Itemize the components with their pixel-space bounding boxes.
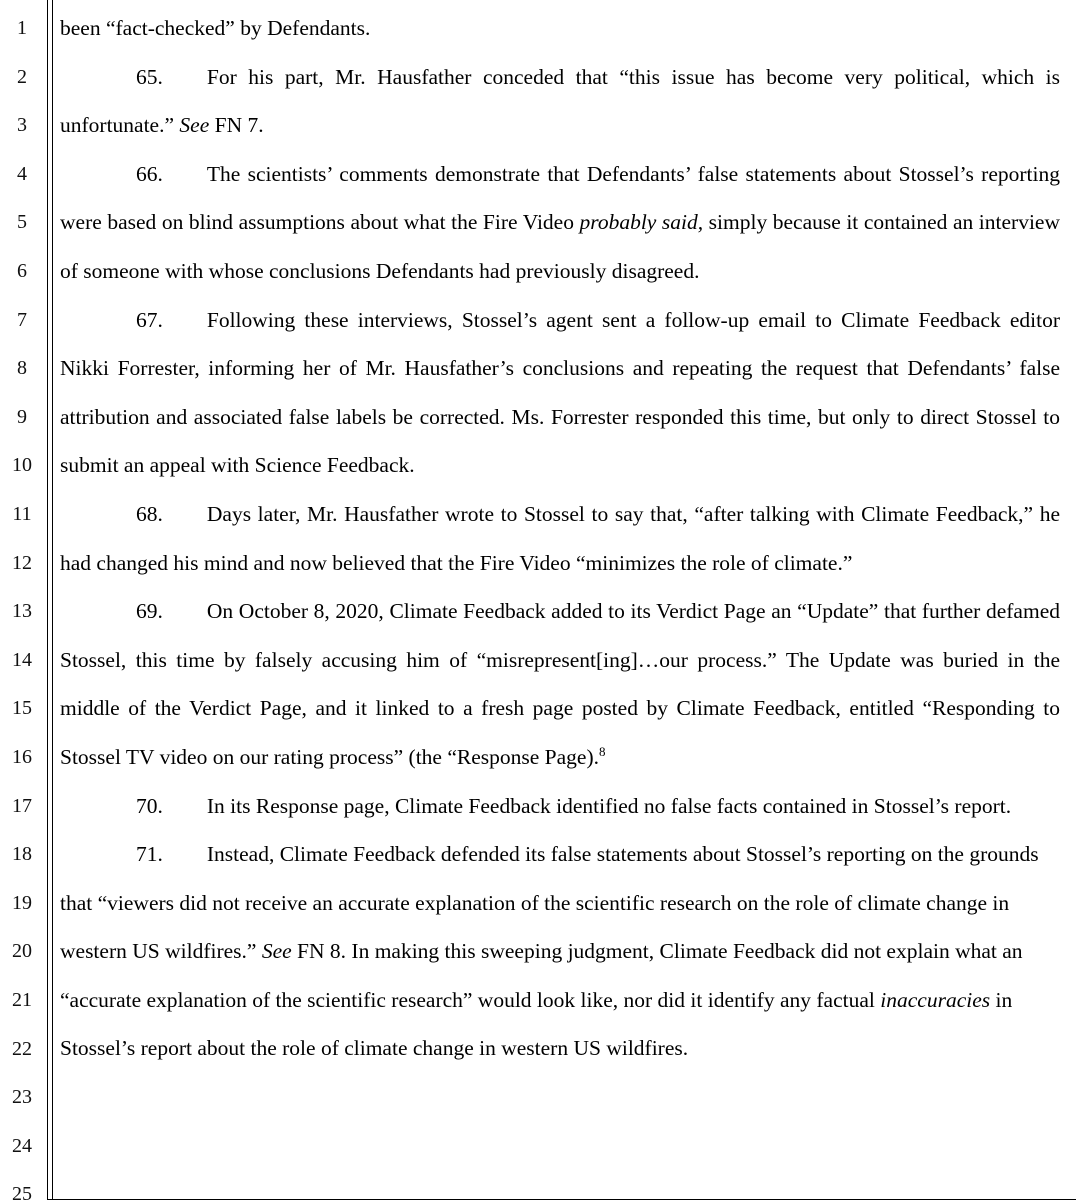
line-number-gutter: [0, 0, 44, 1200]
paragraph-number: 70.: [136, 793, 163, 818]
line-number: 15: [12, 697, 32, 720]
paragraph: [60, 830, 1060, 1073]
line-number: 3: [17, 114, 27, 137]
paragraph-number: 68.: [136, 501, 163, 526]
line-number: 20: [12, 940, 32, 963]
text-run: been “fact-checked” by Defendants.: [60, 16, 371, 40]
line-number: 1: [17, 17, 27, 39]
line-number: 2: [17, 65, 27, 88]
line-number: 11: [12, 503, 32, 525]
paragraph: [60, 490, 1060, 587]
line-number: 14: [12, 648, 32, 671]
paragraph: [60, 296, 1060, 490]
text-run: simply because it contained an interview of someone with whose conclusions Defendants had previously disagreed.: [60, 210, 1060, 283]
line-number: 8: [17, 357, 27, 380]
margin-rule-left: [47, 0, 48, 1200]
paragraph: [60, 782, 1060, 831]
paragraph-number: 65.: [136, 64, 163, 89]
text-run: Days later, Mr. Hausfather wrote to Stossel to say that, “after talking with Climate Feedback,” he had changed his mind and now believed that the Fire Video “minimizes the role of climate.”: [60, 501, 1060, 575]
paragraph: [60, 4, 1060, 53]
emphasis-text: See: [261, 939, 292, 964]
line-number: 9: [17, 405, 27, 428]
line-number: 4: [17, 162, 27, 185]
margin-rule-right: [52, 0, 53, 1200]
paragraph-number: 67.: [136, 307, 163, 332]
line-number: 17: [12, 794, 32, 817]
line-number: 25: [12, 1183, 32, 1200]
line-number: 5: [17, 211, 27, 234]
paragraph: [60, 53, 1060, 150]
emphasis-text: See: [179, 113, 210, 138]
line-number: 6: [17, 260, 27, 282]
text-run: In its Response page, Climate Feedback identified no false facts contained in Stossel’s report.: [206, 793, 1012, 818]
line-number: 10: [12, 454, 32, 477]
line-number: 21: [12, 989, 32, 1011]
line-number: 23: [12, 1086, 32, 1109]
paragraph: [60, 587, 1060, 781]
text-run: FN 8. In making this sweeping judgment, Climate Feedback did not explain what an “accurate explanation of the scientific research” would look like, nor did it identify any factual: [60, 939, 1023, 1012]
line-number: 12: [12, 551, 32, 574]
document-body: [60, 0, 1060, 1073]
paragraph-number: 71.: [136, 842, 163, 867]
text-run: The scientists’ comments demonstrate that Defendants’ false statements about Stossel’s reporting were based on blind assumptions about what the Fire Video: [60, 161, 1060, 235]
line-number: 13: [12, 600, 32, 623]
line-number: 16: [12, 746, 32, 768]
line-number: 18: [12, 843, 32, 866]
paragraph: [60, 150, 1060, 296]
emphasis-text: inaccuracies: [880, 987, 991, 1012]
line-number: 19: [12, 891, 32, 914]
text-run: FN 7.: [209, 113, 264, 138]
text-run: On October 8, 2020, Climate Feedback added to its Verdict Page an “Update” that further defamed Stossel, this time by falsely accusing him of “misrepresent[ing]…our process.” The Update was buried in the middle of the Verdict Page, and it linked to a fresh page posted by Climate Feedback, entitled “Responding to Stossel TV video on our rating process” (the “Response Page).: [60, 599, 1060, 769]
line-number: 22: [12, 1037, 32, 1060]
footnote-marker: 8: [599, 743, 606, 759]
paragraph-number: 66.: [136, 161, 163, 186]
text-run: Instead, Climate Feedback defended its false statements about Stossel’s reporting on the grounds that “viewers did not receive an accurate explanation of the scientific research on the role of climate change in western US wildfires.”: [60, 842, 1039, 964]
line-number: 24: [12, 1134, 32, 1157]
paragraph-number: 69.: [136, 599, 163, 624]
text-run: in Stossel’s report about the role of climate change in western US wildfires.: [60, 987, 1013, 1061]
emphasis-text: probably said,: [579, 210, 704, 235]
line-number: 7: [17, 308, 27, 331]
text-run: Following these interviews, Stossel’s agent sent a follow-up email to Climate Feedback editor Nikki Forrester, informing her of Mr. Hausfather’s conclusions and repeating the request that Defendants’ false attribution and associated false labels be corrected. Ms. Forrester responded this time, but only to direct Stossel to submit an appeal with Science Feedback.: [60, 307, 1060, 478]
text-run: For his part, Mr. Hausfather conceded that “this issue has become very political, which is unfortunate.”: [60, 64, 1060, 138]
